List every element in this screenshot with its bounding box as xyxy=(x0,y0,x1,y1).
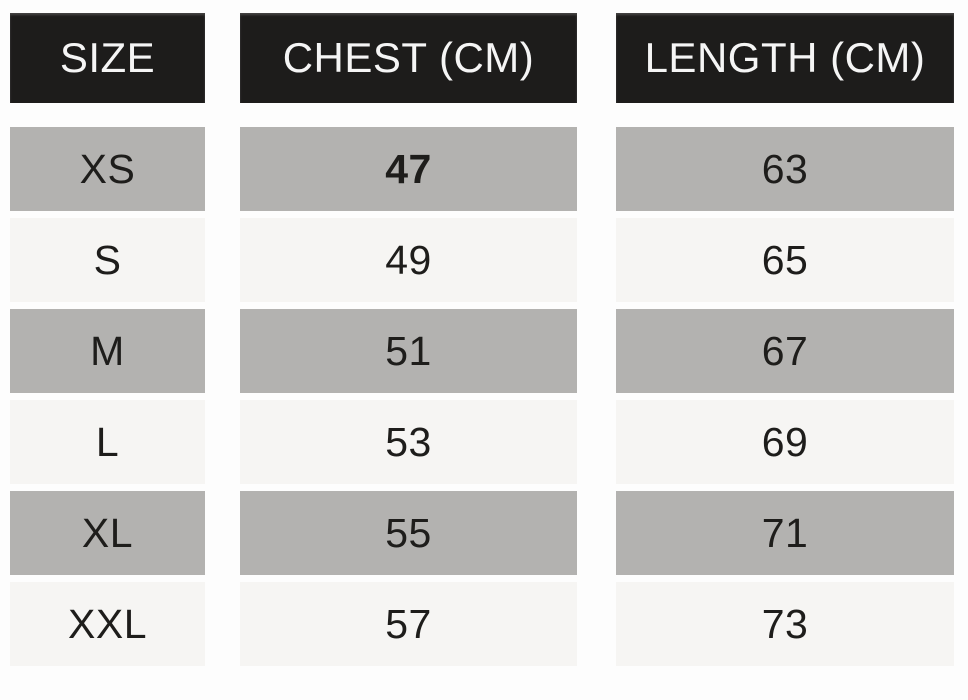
chest-cell: 57 xyxy=(240,582,577,666)
table-row-s xyxy=(10,218,954,302)
table-row-xl xyxy=(10,491,954,575)
size-cell: S xyxy=(10,218,205,302)
table-row-l xyxy=(10,400,954,484)
chest-cell: 49 xyxy=(240,218,577,302)
size-cell: XL xyxy=(10,491,205,575)
table-row-m xyxy=(10,309,954,393)
length-cell: 69 xyxy=(616,400,954,484)
size-cell: XXL xyxy=(10,582,205,666)
size-cell: M xyxy=(10,309,205,393)
header-row xyxy=(10,13,954,103)
column-header-length: LENGTH (CM) xyxy=(616,13,954,103)
chest-cell: 53 xyxy=(240,400,577,484)
chest-cell: 51 xyxy=(240,309,577,393)
length-cell: 67 xyxy=(616,309,954,393)
size-cell: XS xyxy=(10,127,205,211)
length-cell: 63 xyxy=(616,127,954,211)
chest-cell: 55 xyxy=(240,491,577,575)
table-row-xs xyxy=(10,127,954,211)
length-cell: 73 xyxy=(616,582,954,666)
column-header-chest: CHEST (CM) xyxy=(240,13,577,103)
size-cell: L xyxy=(10,400,205,484)
chest-cell: 47 xyxy=(240,127,577,211)
table-row-xxl xyxy=(10,582,954,666)
column-header-size: SIZE xyxy=(10,13,205,103)
length-cell: 65 xyxy=(616,218,954,302)
length-cell: 71 xyxy=(616,491,954,575)
